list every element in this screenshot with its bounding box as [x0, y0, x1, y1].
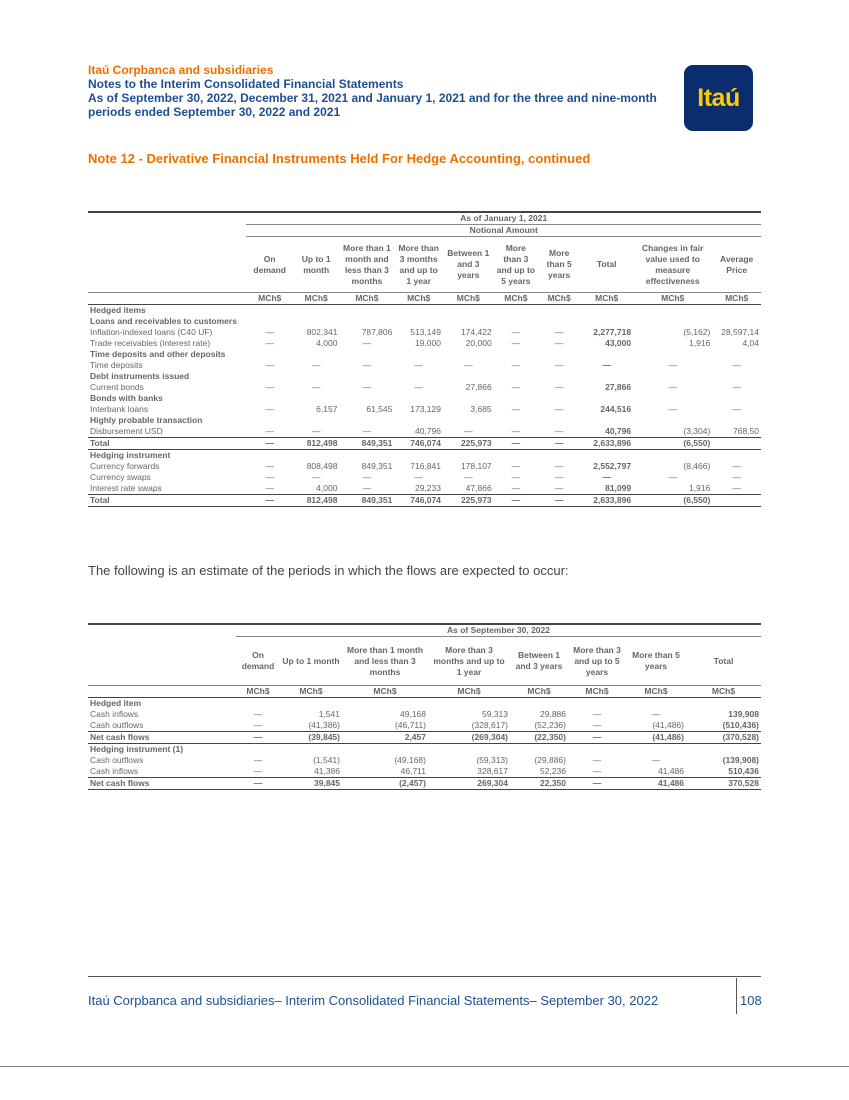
table-cell: 173,129	[410, 404, 441, 414]
table-cell: —	[494, 438, 538, 450]
unit-label: MCh$	[407, 293, 431, 303]
page-header	[88, 63, 658, 119]
unit-label: MCh$	[504, 293, 528, 303]
table-cell: 46,711	[400, 766, 426, 776]
table-cell: —	[602, 472, 611, 482]
table-cell: —	[362, 382, 372, 392]
table-cell: 510,436	[728, 766, 759, 776]
table-cell: 787,806	[361, 327, 393, 337]
table-cell: —	[732, 483, 741, 493]
row-label: Bonds with banks	[90, 393, 163, 403]
table-cell: (22,350)	[510, 732, 568, 744]
table-cell: 52,236	[540, 766, 566, 776]
table-cell: 328,617	[477, 766, 508, 776]
table-cell: (41,386)	[308, 720, 340, 730]
table-cell: —	[246, 495, 292, 507]
row-label: Debt instruments issued	[90, 371, 190, 381]
table-cell: 746,074	[394, 438, 443, 450]
table-row	[88, 382, 761, 393]
table-cell: 849,351	[339, 438, 394, 450]
table-cell: —	[732, 461, 741, 471]
total-row	[88, 778, 761, 790]
table-cell: 49,168	[400, 709, 426, 719]
table-row	[88, 360, 761, 371]
table-cell: —	[538, 495, 580, 507]
table-cell: 41,386	[314, 766, 340, 776]
table-cell: 178,107	[460, 461, 492, 471]
table-cell: —	[511, 327, 521, 337]
table-cell: 768,50	[733, 426, 759, 436]
table-row	[88, 720, 761, 732]
row-label: Hedging instrument	[90, 450, 171, 460]
table-row	[88, 338, 761, 349]
section-row	[88, 744, 761, 756]
row-label: Hedged item	[90, 698, 142, 708]
table-cell: 27,866	[605, 382, 632, 392]
column-header: Up to 1 month	[301, 253, 331, 275]
table-cell: —	[362, 472, 372, 482]
section-row	[88, 305, 761, 317]
table-cell: 174,422	[460, 327, 492, 337]
table-cell: (41,486)	[652, 720, 684, 730]
table-cell: —	[511, 338, 521, 348]
section-row	[88, 349, 761, 360]
table-cell: —	[554, 483, 564, 493]
table1-column-headers	[88, 237, 761, 293]
unit-label: MCh$	[595, 293, 619, 303]
table-cell: 41,486	[658, 766, 684, 776]
table-cell: 4,04	[742, 338, 759, 348]
table-cell: —	[236, 778, 280, 790]
table-cell: —	[414, 472, 423, 482]
table-cell: —	[265, 426, 274, 436]
table-cell: (6,550)	[633, 495, 712, 507]
company-name: Itaú Corpbanca and subsidiaries	[88, 63, 274, 77]
table-cell: 269,304	[428, 778, 510, 790]
row-label: Highly probable transaction	[90, 415, 203, 425]
table-cell: —	[414, 360, 423, 370]
table-cell: 225,973	[443, 438, 494, 450]
table-cell: —	[554, 360, 564, 370]
table2-column-headers	[88, 637, 761, 686]
table-cell: (2,457)	[342, 778, 428, 790]
table-cell: 28,597,14	[721, 327, 759, 337]
column-header: More than 3 and up to 5 years	[573, 644, 621, 677]
table-cell: 40,796	[414, 426, 441, 436]
unit-label: MCh$	[246, 686, 270, 696]
table-cell: —	[592, 709, 602, 719]
table-cell: 39,845	[280, 778, 342, 790]
table-cell: (1,541)	[313, 755, 340, 765]
table-row	[88, 766, 761, 778]
column-header: Total	[596, 259, 617, 269]
table-cell: —	[732, 382, 741, 392]
unit-label: MCh$	[527, 686, 551, 696]
table-cell: —	[494, 495, 538, 507]
table-cell: 812,498	[293, 438, 339, 450]
table2-units-row	[88, 686, 761, 698]
table-cell: 802,341	[306, 327, 338, 337]
table-cell: —	[362, 338, 372, 348]
section-row	[88, 371, 761, 382]
table-cell: —	[592, 755, 602, 765]
table-cell: (39,845)	[280, 732, 342, 744]
table-cell: 4,000	[316, 338, 338, 348]
table-cell: —	[538, 438, 580, 450]
table-cell: —	[732, 404, 741, 414]
table-cell: 1,541	[318, 709, 340, 719]
table-cell: 59,313	[482, 709, 508, 719]
table-cell: —	[311, 360, 321, 370]
table-cell: 808,498	[306, 461, 338, 471]
table-cell: 22,350	[510, 778, 568, 790]
cash-flow-table	[88, 623, 761, 790]
table-cell: (139,908)	[722, 755, 759, 765]
table-cell: —	[265, 360, 274, 370]
column-header: More than 3 months and up to 1 year	[433, 644, 505, 677]
unit-label: MCh$	[661, 293, 685, 303]
table-cell: 3,685	[470, 404, 492, 414]
table-cell: 29,233	[414, 483, 441, 493]
table-cell: (328,617)	[471, 720, 508, 730]
column-header: On demand	[253, 253, 286, 275]
unit-label: MCh$	[258, 293, 282, 303]
section-row	[88, 698, 761, 710]
table-cell: —	[362, 483, 372, 493]
table-cell: 370,528	[686, 778, 761, 790]
table-cell: 513,149	[410, 327, 441, 337]
section-row	[88, 393, 761, 404]
column-header: More than 1 month and less than 3 months	[346, 644, 424, 677]
table-cell: —	[511, 483, 521, 493]
page-number: 108	[736, 978, 762, 1014]
row-label: Time deposits	[90, 360, 143, 370]
table-cell: —	[602, 360, 611, 370]
table-cell: 2,277,718	[593, 327, 632, 337]
flows-sentence: The following is an estimate of the periods in which the flows are expected to occur:	[88, 563, 569, 578]
table-cell: —	[311, 426, 321, 436]
table-cell: —	[554, 382, 564, 392]
table-cell: —	[265, 338, 274, 348]
table1-body	[88, 305, 761, 507]
table-cell: 716,841	[410, 461, 441, 471]
table-cell: —	[592, 720, 602, 730]
table-cell: —	[668, 360, 677, 370]
total-row	[88, 495, 761, 507]
unit-label: MCh$	[299, 686, 323, 696]
table1-period: As of January 1, 2021	[246, 212, 761, 225]
table-cell: —	[253, 709, 263, 719]
unit-label: MCh$	[457, 686, 481, 696]
table-cell: 61,545	[366, 404, 393, 414]
table-cell: 27,866	[465, 382, 492, 392]
unit-label: MCh$	[725, 293, 749, 303]
table-cell: 29,886	[540, 709, 566, 719]
table-cell: —	[668, 382, 677, 392]
column-header: Changes in fair value used to measure effectiveness	[642, 242, 704, 286]
row-label: Inflation-indexed loans (C40 UF)	[90, 327, 213, 337]
table-cell: —	[464, 426, 473, 436]
table-cell: (370,528)	[686, 732, 761, 744]
table-cell: 2,633,896	[580, 495, 633, 507]
row-label: Time deposits and other deposits	[90, 349, 226, 359]
table-cell: —	[554, 461, 564, 471]
table-cell: (8,466)	[683, 461, 711, 471]
row-label: Net cash flows	[88, 778, 236, 790]
row-label: Cash inflows	[90, 766, 139, 776]
table-cell: 2,552,797	[593, 461, 632, 471]
itau-logo: Itaú	[684, 65, 753, 131]
table-cell: (52,236)	[534, 720, 566, 730]
table-cell: —	[464, 360, 473, 370]
note-title: Note 12 - Derivative Financial Instruments Held For Hedge Accounting, continued	[88, 151, 591, 166]
table-cell: 812,498	[293, 495, 339, 507]
table-cell: —	[668, 404, 677, 414]
table-cell: —	[592, 766, 602, 776]
table-cell: —	[554, 404, 564, 414]
footer-text: Itaú Corpbanca and subsidiaries– Interim Consolidated Financial Statements– September 30, 2022	[88, 993, 659, 1008]
table-row	[88, 755, 761, 766]
table-cell: —	[568, 778, 626, 790]
table-cell: 19,000	[414, 338, 441, 348]
column-header: Total	[713, 655, 734, 666]
column-header: Between 1 and 3 years	[515, 650, 563, 671]
table-cell: —	[253, 755, 263, 765]
table-cell: —	[511, 472, 521, 482]
unit-label: MCh$	[547, 293, 571, 303]
unit-label: MCh$	[711, 686, 736, 696]
column-header: More than 5 years	[546, 248, 572, 280]
table2-period: As of September 30, 2022	[236, 624, 761, 637]
table-cell: —	[511, 404, 521, 414]
table-cell: (6,550)	[633, 438, 712, 450]
column-header: Up to 1 month	[282, 655, 340, 666]
table-cell: —	[414, 382, 423, 392]
row-label: Cash inflows	[90, 709, 139, 719]
total-row	[88, 732, 761, 744]
column-header: More than 1 month and less than 3 months	[343, 242, 391, 286]
table-cell: (29,886)	[534, 755, 566, 765]
column-header: More than 3 and up to 5 years	[496, 242, 535, 286]
table-cell: (46,711)	[394, 720, 426, 730]
row-label: Total	[88, 495, 246, 507]
column-header: Between 1 and 3 years	[447, 248, 490, 280]
table-cell: —	[265, 382, 274, 392]
unit-label: MCh$	[355, 293, 379, 303]
table-cell: —	[253, 720, 263, 730]
unit-label: MCh$	[644, 686, 668, 696]
row-label: Currency forwards	[90, 461, 160, 471]
header-line-1: Notes to the Interim Consolidated Financial Statements	[88, 77, 404, 91]
table-cell: —	[253, 766, 263, 776]
table-cell: 2,633,896	[580, 438, 633, 450]
table-cell: —	[265, 483, 274, 493]
table-cell: —	[554, 426, 564, 436]
section-row	[88, 316, 761, 327]
table-cell: —	[511, 426, 521, 436]
row-label: Interest rate swaps	[90, 483, 162, 493]
table-cell: 20,000	[465, 338, 492, 348]
table-cell: (59,313)	[476, 755, 508, 765]
table-cell: —	[511, 360, 521, 370]
table-cell: —	[464, 472, 473, 482]
table-cell: 849,351	[361, 461, 393, 471]
hedge-notional-table	[88, 211, 761, 507]
table-cell: 1,916	[689, 483, 711, 493]
row-label: Loans and receivables to customers	[90, 316, 237, 326]
table-cell: (41,486)	[626, 732, 686, 744]
table-row	[88, 404, 761, 415]
column-header: More than 5 years	[632, 650, 680, 671]
table-cell: —	[311, 472, 321, 482]
table-row	[88, 709, 761, 720]
table-cell: 225,973	[443, 495, 494, 507]
table-cell: —	[265, 327, 274, 337]
table-cell: 4,000	[316, 483, 338, 493]
table-cell: —	[311, 382, 321, 392]
row-label: Net cash flows	[88, 732, 236, 744]
table-cell: —	[246, 438, 292, 450]
table-cell: (49,168)	[394, 755, 426, 765]
column-header: On demand	[241, 650, 275, 671]
row-label: Total	[88, 438, 246, 450]
total-row	[88, 438, 761, 450]
row-label: Trade receivables (interest rate)	[90, 338, 211, 348]
row-label: Hedged items	[90, 305, 146, 315]
table-cell: (3,304)	[683, 426, 711, 436]
table-cell: 47,866	[465, 483, 492, 493]
table-cell: —	[568, 732, 626, 744]
table-cell	[712, 438, 761, 450]
table-cell: 41,486	[626, 778, 686, 790]
table-cell: —	[651, 755, 661, 765]
table-cell: —	[362, 360, 372, 370]
header-line-2: As of September 30, 2022, December 31, 2021 and January 1, 2021 and for the three and nine-month periods ended September 30, 2022 and 2021	[88, 91, 657, 119]
row-label: Interbank loans	[90, 404, 149, 414]
table-cell: —	[362, 426, 372, 436]
footer-rule	[88, 976, 761, 977]
table-cell: —	[554, 327, 564, 337]
section-row	[88, 415, 761, 426]
row-label: Cash outflows	[90, 720, 144, 730]
table-cell: —	[511, 382, 521, 392]
unit-label: MCh$	[304, 293, 328, 303]
table-cell: —	[732, 360, 741, 370]
table-cell: —	[668, 472, 677, 482]
row-label: Cash outflows	[90, 755, 144, 765]
table-row	[88, 472, 761, 483]
row-label: Currency swaps	[90, 472, 151, 482]
table-cell: 139,908	[728, 709, 759, 719]
table2-body	[88, 698, 761, 790]
table-cell: (5,162)	[683, 327, 711, 337]
table-cell: 81,099	[605, 483, 632, 493]
table-row	[88, 461, 761, 472]
table1-group: Notional Amount	[246, 225, 761, 237]
table-row	[88, 426, 761, 438]
table-cell: 1,916	[689, 338, 711, 348]
table-cell: —	[651, 709, 661, 719]
table-cell: 40,796	[605, 426, 632, 436]
table-cell: —	[554, 472, 564, 482]
table-cell: —	[511, 461, 521, 471]
table-cell: 746,074	[394, 495, 443, 507]
row-label: Current bonds	[90, 382, 144, 392]
table-cell	[712, 495, 761, 507]
unit-label: MCh$	[585, 686, 609, 696]
table-cell: —	[732, 472, 741, 482]
table-cell: —	[265, 472, 274, 482]
table-cell: 849,351	[339, 495, 394, 507]
table-cell: —	[236, 732, 280, 744]
column-header: More than 3 months and up to 1 year	[398, 242, 439, 286]
table-cell: 43,000	[605, 338, 632, 348]
table-row	[88, 483, 761, 495]
table1-units-row	[88, 293, 761, 305]
table-cell: —	[265, 404, 274, 414]
table-cell: 2,457	[342, 732, 428, 744]
table-cell: (269,304)	[428, 732, 510, 744]
page-bottom-rule	[0, 1066, 849, 1067]
unit-label: MCh$	[456, 293, 480, 303]
table-cell: —	[554, 338, 564, 348]
column-header: Average Price	[720, 253, 754, 275]
row-label: Hedging instrument (1)	[90, 744, 184, 754]
table-cell: 6,157	[316, 404, 338, 414]
table-row	[88, 327, 761, 338]
unit-label: MCh$	[373, 686, 397, 696]
table-cell: —	[265, 461, 274, 471]
row-label: Disbursement USD	[90, 426, 163, 436]
table-cell: (510,436)	[722, 720, 759, 730]
section-row	[88, 450, 761, 462]
table-cell: 244,516	[600, 404, 632, 414]
